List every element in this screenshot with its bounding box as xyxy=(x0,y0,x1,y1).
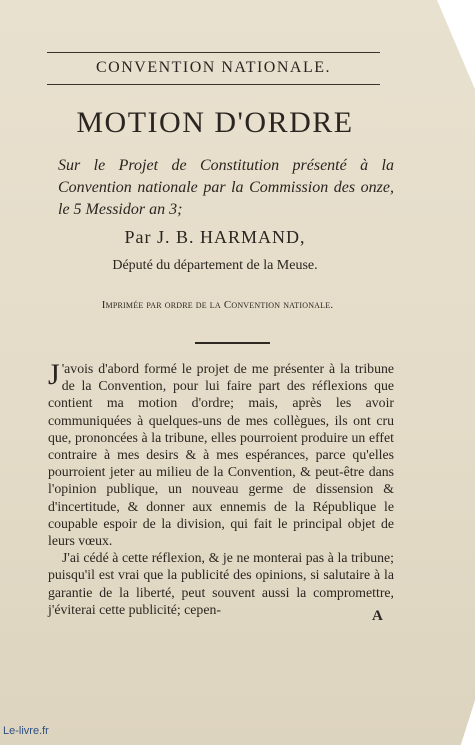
signature-mark: A xyxy=(372,608,383,624)
watermark-text: Le-livre.fr xyxy=(3,725,49,737)
ornament-divider xyxy=(195,341,270,344)
body-paragraph-1 xyxy=(48,360,394,549)
header-rule-top xyxy=(47,52,380,53)
document-title: MOTION D'ORDRE xyxy=(76,106,354,139)
author-line: Par J. B. HARMAND, xyxy=(124,227,306,247)
body-paragraph-2: J'ai cédé à cette réflexion, & je ne monterai pas à la tribune; puisqu'il est vrai que la publicité des opinions, si salutaire à la garantie de la liberté, peut souvent aussi la compromettre, j'éviterai cette publicité; cepen- xyxy=(48,550,394,617)
body-text xyxy=(48,360,394,618)
deputy-line: Député du département de la Meuse. xyxy=(112,258,318,273)
header-rule-bottom xyxy=(47,84,380,85)
drop-cap: J xyxy=(48,358,60,391)
imprint-line: Imprimée par ordre de la Convention nationale. xyxy=(101,299,334,311)
header-convention: CONVENTION NATIONALE. xyxy=(95,59,332,76)
document-subtitle: Sur le Projet de Constitution présenté à la Convention nationale par la Commission des onze, le 5 Messidor an 3; xyxy=(58,157,394,218)
body-paragraph-1-text: 'avois d'abord formé le projet de me présenter à la tribune de la Convention, pour lui faire part des réflexions que contient ma motion d'ordre; mais, après les avoir communiquées à quelques-uns de mes collègues, ils ont cru que, prononcées à la tribune, elles pourroient produire un effet contraire à mes desirs & à mes espérances, parce qu'elles pourroient jeter au milieu de la Convention, & peut-être dans l'opinion publique, un nouveau germe de dissension & d'incertitude, & donner aux ennemis de la République le coupable espoir de la division, qui fait le principal objet de leurs vœux. xyxy=(48,361,394,549)
